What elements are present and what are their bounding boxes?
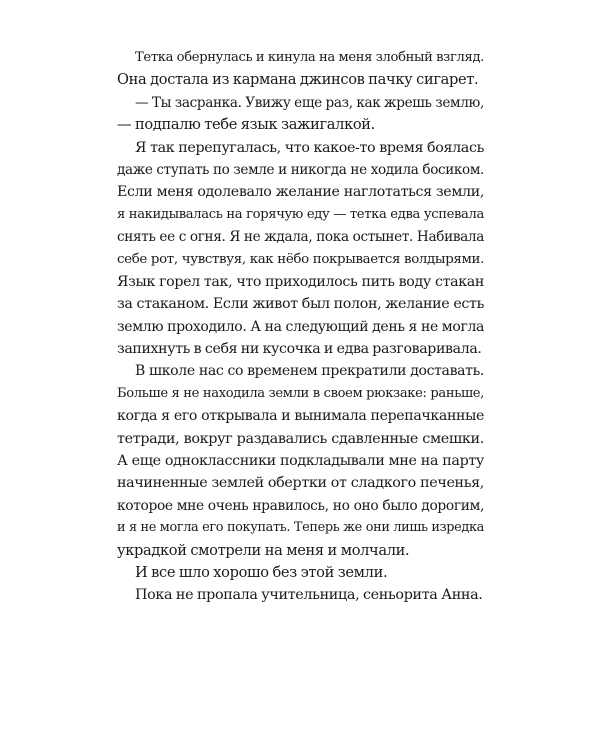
text-line: когда я его открывала и вынимала перепачканные <box>117 408 484 425</box>
text-line: украдкой смотрели на меня и молчали. <box>117 541 410 559</box>
text-line: Она достала из кармана джинсов пачку сигарет. <box>117 71 479 89</box>
text-line: себе рот, чувствуя, как нёбо покрывается волдырями. <box>117 251 484 267</box>
text-line: начиненные землей обертки от сладкого печенья, <box>117 475 484 492</box>
body-text <box>117 47 484 607</box>
text-line: землю проходило. А на следующий день я не могла <box>117 318 484 335</box>
text-line: запихнуть в себя ни кусочка и едва разговаривала. <box>117 341 482 358</box>
text-line: И все шло хорошо без этой земли. <box>135 563 388 581</box>
text-line: я накидывалась на горячую еду — тетка едва успевала <box>117 206 484 222</box>
text-line: А еще одноклассники подкладывали мне на парту <box>117 453 484 470</box>
text-line: — подпалю тебе язык зажигалкой. <box>117 116 375 134</box>
text-line: — Ты засранка. Увижу еще раз, как жрешь землю, <box>135 94 484 111</box>
text-line: Тетка обернулась и кинула на меня злобный взгляд. <box>135 50 484 65</box>
text-line: Пока не пропала учительница, сеньорита Анна. <box>135 587 483 604</box>
text-line: снять ее с огня. Я не ждала, пока остынет. Набивала <box>117 229 484 246</box>
text-line: Больше я не находила земли в своем рюкзаке: раньше, <box>117 385 484 401</box>
text-line: и я не могла его покупать. Теперь же они лишь изредка <box>117 520 484 536</box>
text-line: Я так перепугалась, что какое-то время боялась <box>135 139 484 156</box>
text-line: за стаканом. Если живот был полон, желание есть <box>117 296 484 313</box>
text-line: В школе нас со временем прекратили доставать. <box>135 363 484 380</box>
text-line: которое мне очень нравилось, но оно было дорогим, <box>117 497 484 514</box>
text-line: Если меня одолевало желание наглотаться земли, <box>117 184 484 201</box>
text-line: тетради, вокруг раздавались сдавленные смешки. <box>117 430 484 447</box>
text-line: Язык горел так, что приходилось пить воду стакан <box>117 273 484 290</box>
text-line: даже ступать по земле и никогда не ходила босиком. <box>117 161 484 178</box>
